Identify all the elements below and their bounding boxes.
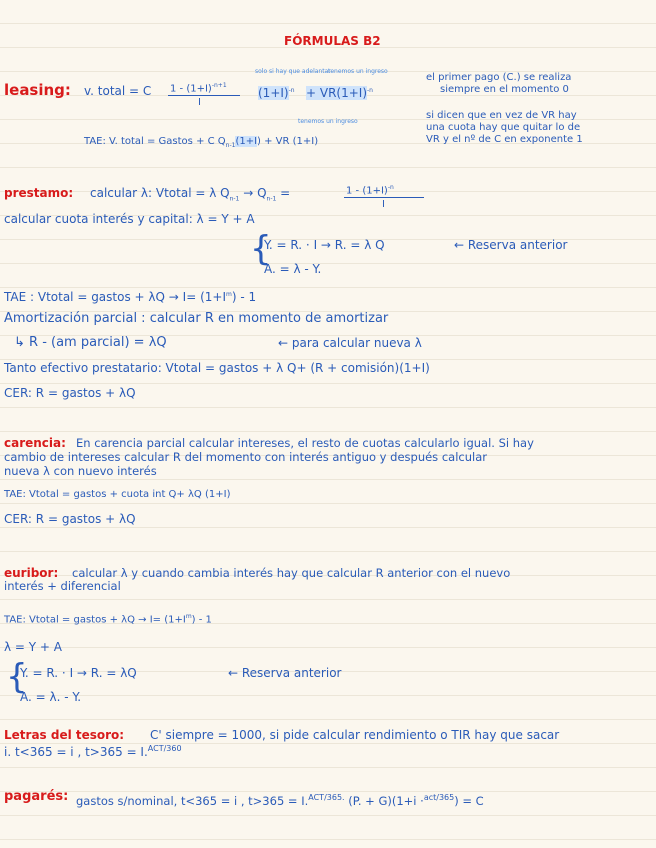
euribor-b1-arrow: ← Reserva anterior (228, 666, 342, 680)
euribor-brace: { (6, 657, 28, 697)
prestamo-b2: A. = λ - Y. (264, 262, 322, 276)
leasing-note-3: tenemos un ingreso (298, 118, 358, 125)
leasing-term2: $(1+I)^{-n}$ (258, 86, 295, 100)
carencia-l2: cambio de intereses calcular R del momento con interés antiguo y después calcular (4, 450, 487, 464)
leasing-frac-den: I (198, 97, 201, 108)
pagares-label: pagarés: (4, 789, 69, 804)
prestamo-brace: { (250, 229, 272, 269)
leasing-right-4: una cuota hay que quitar lo de (426, 122, 581, 133)
prestamo-amort: Amortización parcial : calcular R en momento de amortizar (4, 311, 389, 326)
carencia-label: carencia: (4, 436, 66, 450)
prestamo-l1: calcular λ: Vtotal = λ $Q_{n-1} \to Q_{n-1}$ = (90, 186, 291, 203)
euribor-tae: TAE: Vtotal = gastos + $\lambda Q \to I= (1+I^m) - 1$ (4, 613, 212, 626)
leasing-term3: + $VR(1+I)^{-n}$ (306, 86, 373, 100)
carencia-l1: En carencia parcial calcular intereses, el resto de cuotas calcularlo igual. Si hay (76, 436, 534, 450)
leasing-right-2: siempre en el momento 0 (440, 84, 569, 95)
prestamo-cer: CER: R = gastos + λQ (4, 386, 136, 400)
prestamo-tae: TAE : Vtotal = gastos + $\lambda Q \to I= (1+I^m) - 1$ (4, 290, 257, 304)
prestamo-b1: Y. = R. · I → R. = λ Q (264, 238, 385, 252)
prestamo-tanto: Tanto efectivo prestatario: Vtotal = gastos + λ Q+ (R + comisión)(1+I) (4, 361, 430, 375)
leasing-frac-line (168, 95, 240, 96)
prestamo-frac-num: $1 - (1+I)^{-n}$ (346, 184, 394, 197)
letras-l2: i. t<365 = i , t>365 = I.$^{ACT/360}$ (4, 744, 182, 759)
prestamo-label: prestamo: (4, 186, 74, 200)
prestamo-frac-den: I (382, 199, 385, 210)
prestamo-amort2: ↳ R - (am parcial) = λQ (14, 335, 167, 350)
leasing-note-2: tenemos un ingreso (328, 68, 388, 75)
page-title: FÓRMULAS B2 (284, 34, 381, 48)
euribor-b2: A. = λ. - Y. (20, 690, 82, 704)
carencia-tae: TAE: Vtotal = gastos + cuota int Q+ λQ (1+I) (4, 489, 231, 500)
prestamo-amort2-arrow: ← para calcular nueva λ (278, 336, 422, 350)
letras-label: Letras del tesoro: (4, 728, 125, 742)
leasing-note-1: solo si hay que adelantar (255, 68, 331, 75)
prestamo-frac-line (344, 197, 424, 198)
leasing-label: leasing: (4, 81, 71, 99)
leasing-formula-main: v. total = C (84, 84, 152, 98)
euribor-label: euribor: (4, 566, 59, 580)
euribor-l3: λ = Y + A (4, 640, 63, 654)
carencia-l3: nueva λ con nuevo interés (4, 464, 157, 478)
euribor-b1: Y. = R. · I → R. = λQ (20, 666, 137, 680)
leasing-right-5: VR y el nº de C en exponente 1 (426, 134, 583, 145)
euribor-l1: calcular λ y cuando cambia interés hay que calcular R anterior con el nuevo (72, 566, 511, 580)
leasing-right-3: si dicen que en vez de VR hay (426, 110, 577, 121)
leasing-right-1: el primer pago (C.) se realiza (426, 72, 572, 83)
pagares-l1: gastos s/nominal, t<365 = i , t>365 = I.$^{ACT/365.}$ (P. + G)(1+i ·$^{act/365}$) = C (76, 793, 484, 808)
euribor-l2: interés + diferencial (4, 579, 121, 593)
leasing-tae: TAE: V. total = Gastos + C $Q_{n-1}(1+I)$ + VR (1+I) (84, 136, 319, 149)
carencia-cer: CER: R = gastos + λQ (4, 512, 136, 526)
leasing-frac-num: $1 - (1+I)^{-n+1}$ (170, 82, 227, 95)
prestamo-l2: calcular cuota interés y capital: λ = Y + A (4, 212, 255, 226)
letras-l1: C' siempre = 1000, si pide calcular rendimiento o TIR hay que sacar (150, 728, 560, 742)
prestamo-b1-arrow: ← Reserva anterior (454, 238, 568, 252)
